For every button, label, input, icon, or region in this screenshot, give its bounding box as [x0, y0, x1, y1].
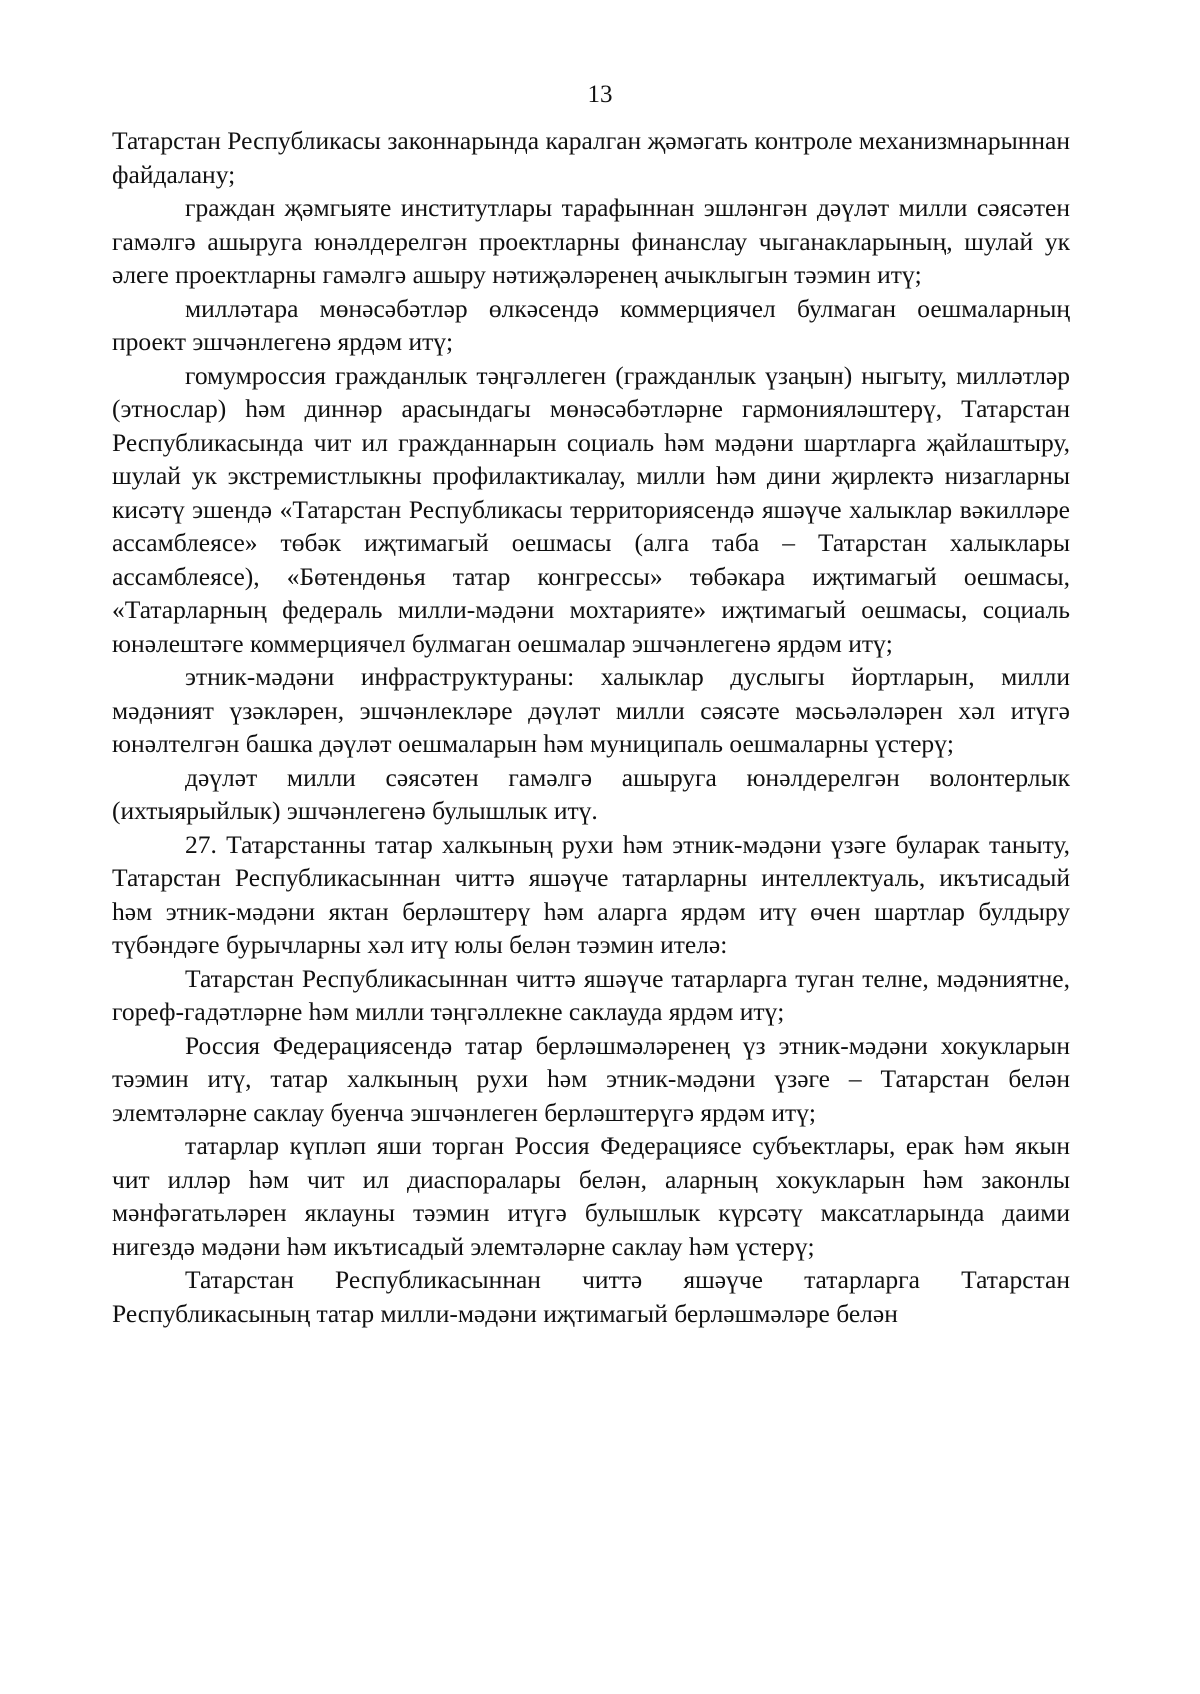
paragraph-2: граждан җәмгыяте институтлары тарафыннан эшләнгән дәүләт милли сәясәтен гамәлгә ашыруга юнәлдерелгән проектларны финанслау чыганакларының, шулай ук әлеге проектларны гамәлгә ашыру нәтиҗәләренең ачыклыгын тәэмин итү; [112, 193, 1070, 289]
paragraph-5: этник-мәдәни инфраструктураны: халыклар дуслыгы йортларын, милли мәдәният үзәкләрен, эшчәнлекләре дәүләт милли сәясәте мәсьәләләрен хәл итүгә юнәлтелгән башка дәүләт оешмаларын һәм муниципаль оешмаларны үстерү; [112, 662, 1070, 758]
paragraph-1: Татарстан Республикасы законнарында каралган җәмәгать контроле механизмнарыннан файдалану; [112, 126, 1070, 189]
paragraph-10: татарлар күпләп яши торган Россия Федерациясе субъектлары, ерак һәм якын чит илләр һәм чит ил диаспоралары белән, аларның хокукларын һәм законлы мәнфәгатьләрен яклауны тәэмин итүгә булышлык күрсәтү максатларында даими нигездә мәдәни һәм икътисадый элемтәләрне саклау һәм үстерү; [112, 1131, 1070, 1261]
paragraph-4: гомумроссия гражданлык тәңгәллеген (гражданлык үзаңын) ныгыту, милләтләр (этнослар) һәм диннәр арасындагы мөнәсәбәтләрне гармонияләштерү, Татарстан Республикасында чит ил гражданнарын социаль һәм мәдәни шартларга җайлаштыру, шулай ук экстремистлыкны профилактикалау, милли һәм дини җирлектә низагларны кисәтү эшендә «Татарстан Республикасы территориясендә яшәүче халыклар вәкилләре ассамблеясе» төбәк иҗтимагый оешмасы (алга таба – Татарстан халыклары ассамблеясе), «Бөтендөнья татар конгрессы» төбәкара иҗтимагый оешмасы, «Татарларның федераль милли-мәдәни мохтарияте» иҗтимагый оешмасы, социаль юнәлештәге коммерциячел булмаган оешмалар эшчәнлегенә ярдәм итү; [112, 360, 1070, 658]
document-body [112, 124, 1070, 1330]
page-number: 13 [587, 81, 613, 108]
paragraph-3: милләтара мөнәсәбәтләр өлкәсендә коммерциячел булмаган оешмаларның проект эшчәнлегенә ярдәм итү; [112, 293, 1070, 356]
paragraph-6: дәүләт милли сәясәтен гамәлгә ашыруга юнәлдерелгән волонтерлык (ихтыярыйлык) эшчәнлегенә булышлык итү. [112, 762, 1070, 825]
paragraph-8: Татарстан Республикасыннан читтә яшәүче татарларга туган телне, мәдәниятне, гореф-гадәтләрне һәм милли тәңгәллекне саклауда ярдәм итү; [112, 963, 1070, 1026]
paragraph-9: Россия Федерациясендә татар берләшмәләренең үз этник-мәдәни хокукларын тәэмин итү, татар халкының рухи һәм этник-мәдәни үзәге – Татарстан белән элемтәләрне саклау буенча эшчәнлеген берләштерүгә ярдәм итү; [112, 1030, 1070, 1127]
paragraph-11: Татарстан Республикасыннан читтә яшәүче татарларга Татарстан Республикасының татар милли-мәдәни иҗтимагый берләшмәләре белән [112, 1265, 1070, 1328]
paragraph-7: 27. Татарстанны татар халкының рухи һәм этник-мәдәни үзәге буларак таныту, Татарстан Республикасыннан читтә яшәүче татарларны интеллектуаль, икътисадый һәм этник-мәдәни яктан берләштерү һәм аларга ярдәм итү өчен шартлар булдыру түбәндәге бурычларны хәл итү юлы белән тәэмин ителә: [112, 829, 1070, 959]
